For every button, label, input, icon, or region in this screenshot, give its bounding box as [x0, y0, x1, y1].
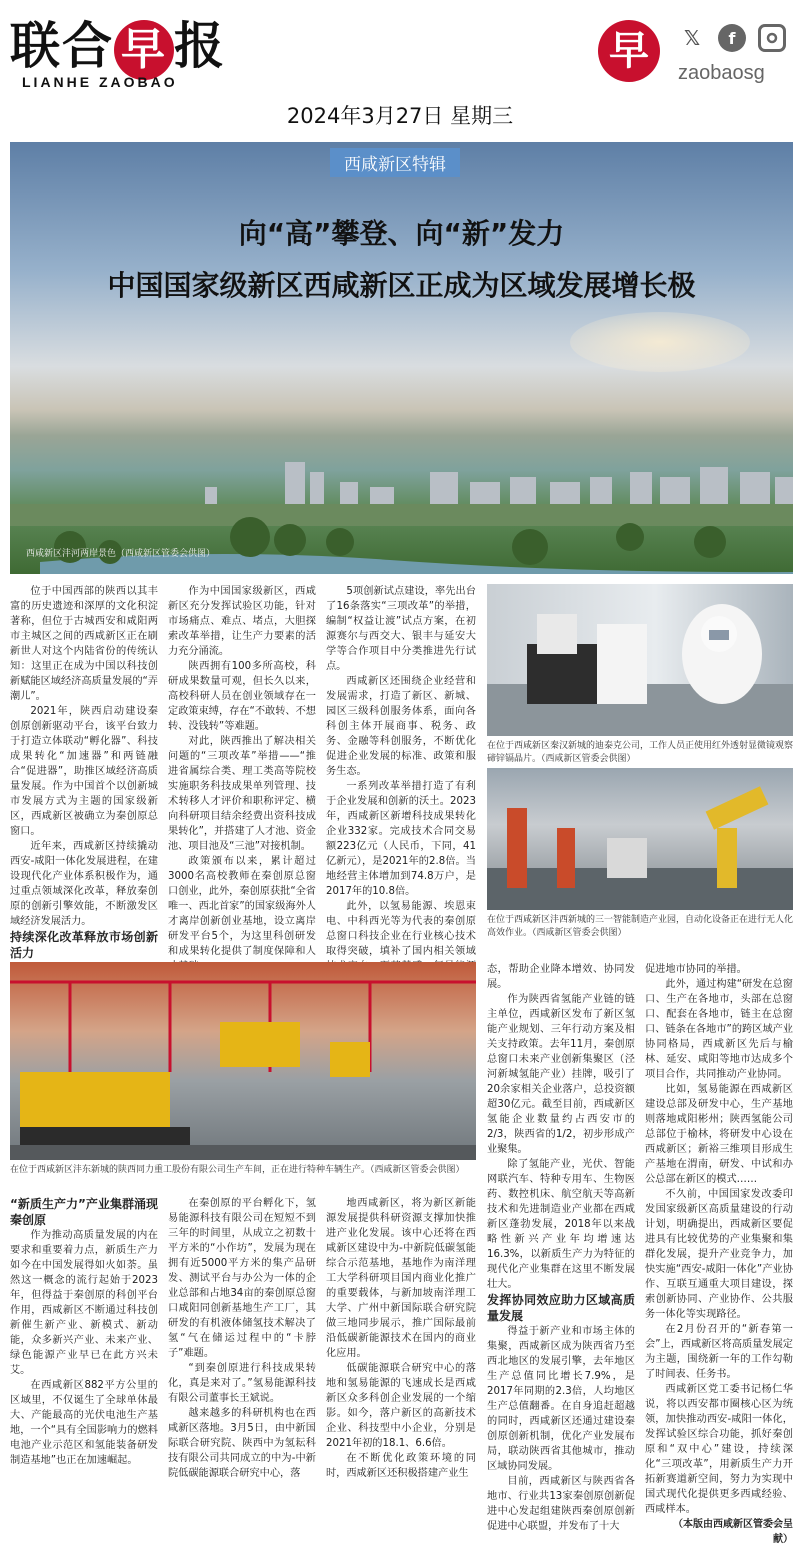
section-subheading: 持续深化改革释放市场创新活力	[10, 930, 158, 960]
paragraph: 作为陕西省氢能产业链的链主单位，西咸新区发布了新区氢能产业规划、三年行动方案及相关支持政策。去年11月，秦创原总窗口未来产业创新集聚区（泾河新城氢能产业）挂牌，吸引了20余家相关企业落户，总投资额超30亿元。截至目前，西咸新区氢能企业数量约占西安市的2/3，陕西省的1/2，初步形成产业聚集。	[487, 994, 635, 1155]
instagram-icon[interactable]	[758, 24, 786, 52]
article-column-8	[487, 962, 635, 1534]
hero-photo	[10, 142, 793, 574]
paragraph: 对此，陕西推出了解决相关问题的“三项改革”举措——“推进省属综合类、理工类高等院校实施职务科技成果单列管理、技术转移人才评价和职称评定、横向科研项目结余经费出资科技成果转化”，并搭建了人才池、资金池、项目池及“三池”对接机制。	[168, 736, 316, 852]
paragraph: 在2月份召开的“新春第一会”上，西咸新区将高质量发展定为主题，围绕新一年的工作勾勒了时间表、任务书。	[645, 1324, 793, 1380]
paragraph: 作为中国国家级新区，西咸新区充分发挥试验区功能，针对市场痛点、难点、堵点，大胆探索改革举措，让生产力要素的活力充分涌流。	[168, 586, 316, 657]
section-subheading: “新质生产力”产业集群涌现秦创原	[10, 1197, 158, 1227]
article-column-3	[326, 584, 476, 1019]
paragraph: 目前，西咸新区与陕西省各地市、行业共13家秦创原创新促进中心发起组建陕西秦创原创新促进中心联盟，并发布了十大	[487, 1476, 635, 1532]
paragraph: 此外，通过构建“研发在总窗口、生产在各地市，头部在总窗口、配套在各地市，链主在总窗口、链条在各地市”的跨区域产业协同格局，西咸新区先后与榆林、延安、咸阳等地市达成多个项目合作，共同推动产业协同。	[645, 979, 793, 1080]
paragraph: 5项创新试点建设，率先出台了16条落实“三项改革”的举措，编制“权益让渡”试点方案，在初源赛尔与西交大、银丰与延安大学等合作项目中分类推进先行试点。	[326, 586, 476, 672]
article-column-6	[168, 1196, 316, 1481]
hero-caption: 西咸新区沣河两岸景色（西咸新区管委会供图）	[26, 549, 216, 559]
lab-photo-caption: 在位于西咸新区秦汉新城的迪泰克公司，工作人员正使用红外透射显微镜观察碲锌镉晶片。（西咸新区管委会供图）	[487, 741, 794, 764]
paragraph: 西咸新区党工委书记杨仁华说，将以西安都市圈核心区为统领，加快推动西安-咸阳一体化，发挥试验区综合功能，抓好秦创原和“双中心”建设，持续深化“三项改革”，用新质生产力开拓新赛道新空间，努力为实现中国式现代化提供更多西咸经验、西咸样本。	[645, 1384, 793, 1515]
article-column-2	[168, 584, 316, 1004]
paragraph: 越来越多的科研机构也在西咸新区落地。3月5日，由中新国际联合研究院、陕西中为氢耘科技有限公司共同成立的中为-中新院低碳能源联合研究中心，落	[168, 1408, 316, 1479]
rail-photo-caption: 在位于西咸新区沣东新城的陕西同力重工股份有限公司生产车间，正在进行特种车辆生产。（西咸新区管委会供图）	[10, 1165, 465, 1175]
factory-photo-caption: 在位于西咸新区沣西新城的三一智能制造产业园，自动化设备正在进行无人化高效作业。（西咸新区管委会供图）	[487, 915, 794, 938]
paragraph: 政策颁布以来，累计超过3000名高校教师在秦创原总窗口创业，此外，秦创原获批“全省唯一、西北首家”的国家级海外人才离岸创新创业基地，设立离岸研发平台5个，为这里科创研发和成果转化提供了制度保障和人	[168, 856, 316, 957]
paragraph: “到秦创原进行科技成果转化，真是来对了。”氢易能源科技有限公司董事长王斌说。	[168, 1363, 316, 1404]
paragraph: 2021年，陕西启动建设秦创原创新驱动平台，该平台致力于打造立体联动“孵化器”、科技成果转化“加速器”和两链融合“促进器”，助推区域经济高质量发展。作为中国首个以创新城市发展方式为主题的国家级新区，西咸新区被确立为秦创原总窗口。	[10, 706, 158, 837]
paragraph: 不久前，中国国家发改委印发国家级新区高质量建设的行动计划，明确提出，西咸新区要促进具有比较优势的产业集聚和集群化发展，提升产业竞争力，加快实施“西安-咸阳一体化”产业协作、互联互通重大项目建设，探索创新协同、产业协作、公共服务一体化等实现路径。	[645, 1189, 793, 1320]
paragraph: 低碳能源联合研究中心的落地和氢易能源的飞速成长是西咸新区众多科创企业发展的一个缩影。如今，落户新区的高新技术企业、科技型中小企业，分别是2021年初的18.1、6.6倍。	[326, 1363, 476, 1449]
article-column-7	[326, 1196, 476, 1481]
factory-photo	[487, 768, 793, 910]
social-handle[interactable]: zaobaosg	[678, 62, 765, 84]
paragraph: 西咸新区还围绕企业经营和发展需求，打造了新区、新城、园区三级科创服务体系，面向各科创主体开展商事、税务、政务、金融等科创服务，不断优化促进企业发展的标准、政策和服务生态。	[326, 676, 476, 777]
paragraph: 一系列改革举措打造了有利于企业发展和创新的沃土。2023年，西咸新区新增科技成果转化企业332家。完成技术合同交易额223亿元（人民币，下同，41亿新元），是2021年的2.8倍。当地经营主体增加到74.8万户，是2017年的10.8倍。	[326, 781, 476, 897]
issue-date: 2024年3月27日 星期三	[286, 104, 514, 128]
headline-secondary: 中国国家级新区西咸新区正成为区域发展增长极	[107, 269, 696, 302]
paragraph: 此外，以氢易能源、埃恩束电、中科西光等为代表的秦创原总窗口科技企业在行业核心技术取得突破，填补了国内相关领域	[326, 901, 476, 957]
article-column-5	[10, 1196, 158, 1468]
lab-scene-illustration	[487, 584, 793, 736]
section-subheading: 发挥协同效应助力区域高质量发展	[487, 1293, 635, 1323]
headline-primary: 向“高”攀登、向“新”发力	[238, 217, 565, 250]
paragraph: 比如，氢易能源在西咸新区建设总部及研发中心，生产基地则落地咸阳彬州；陕西氢能公司总部位于榆林，将研发中心设在西咸新区；新裕三维项目形成生产基地在渭南，研发、中试和办公总部在新区的模式……	[645, 1084, 793, 1185]
paragraph: 态，帮助企业降本增效、协同发展。	[487, 964, 635, 990]
logo-left: 联合	[10, 16, 114, 75]
masthead	[0, 0, 800, 96]
paragraph: 近年来，西咸新区持续撬动西安-咸阳一体化发展进程，在建设现代化产业体系积极作为，通过重点领域深化改革，释放秦创原的创新引擎效能，不断激发区域经济发展活力。	[10, 841, 158, 927]
sponsor-byline: （本版由西咸新区管委会呈献）	[673, 1519, 793, 1545]
paragraph: 除了氢能产业，光伏、智能网联汽车、特种专用车、生物医药、数控机床、航空航天等高新技术和先进制造业产业都在西咸新区蓬勃发展，2018年以来战略性新兴产业年均增速达16.3%，以新质生产力为特征的现代化产业集群在这里不断发展壮大。	[487, 1159, 635, 1290]
social-links	[678, 24, 786, 52]
paragraph: 作为推动高质量发展的内在要求和重要着力点，新质生产力如今在中国发展得如火如荼。虽然这一概念的流行起始于2023年，但得益于秦创原的科创平台作用，西咸新区不断通过科技创新催生新产业、新模式、新动能，众多新兴产业、未来产业、绿色能源产业早已在此方兴未艾。	[10, 1230, 158, 1376]
paragraph: 得益于新产业和市场主体的集聚，西咸新区成为陕西省乃至西北地区的发展引擎，去年地区生产总值同比增长7.9%，是2017年同期的2.3倍，人均地区生产总值翻番。在自身追赶超越的同时，西咸新区还通过建设秦创原创新机制，优化产业发展布局，联动陕西省其他城市，推动区域协同发展。	[487, 1326, 635, 1472]
paragraph: 陕西拥有100多所高校，科研成果数量可观，但长久以来，高校科研人员在创业领域存在一定政策束缚，存在“不敢转、不想转、没钱转”等难题。	[168, 661, 316, 732]
paragraph: 在秦创原的平台孵化下，氢易能源科技有限公司在短短不到三年的时间里，从成立之初数十平方米的“小作坊”，发展为现在拥有近5000平方米的集产品研发、测试平台与办公为一体的企业总部和占地34亩的秦创原总窗口咸阳同创新基地生产工厂，其研发的有机液体储氢技术解决了氢“气在储运过程中的“卡脖子”难题。	[168, 1198, 316, 1359]
paragraph: 地西咸新区，将为新区新能源发展提供科研资源支撑加快推进产业化发展。该中心还将在西咸新区建设中为-中新院低碳氢能综合示范基地，基地作为南洋理工大学科研项目国内商业化推广的重要载体，与新加坡南洋理工大学、广州中新国际联合研究院做三地同步展示，推广国际最前沿低碳新能源技术在国内的商业化应用。	[326, 1198, 476, 1359]
paragraph: 在不断优化政策环境的同时，西咸新区还积极搭建产业生	[326, 1453, 476, 1479]
article-column-9	[645, 962, 793, 1547]
facebook-icon[interactable]: f	[718, 24, 746, 52]
lab-photo	[487, 584, 793, 736]
logo-zao-circle: 早	[114, 20, 174, 80]
newspaper-logo[interactable]	[10, 6, 226, 80]
special-section-tag: 西咸新区特辑	[330, 148, 460, 177]
workshop-scene-illustration	[10, 962, 476, 1160]
x-icon[interactable]: 𝕏	[683, 26, 701, 50]
skyline-illustration	[10, 142, 793, 574]
paragraph: 促进地市协同的举措。	[645, 964, 747, 975]
paragraph: 位于中国西部的陕西以其丰富的历史遗迹和深厚的文化积淀著称，但位于古城西安和咸阳两市主城区之间的西咸新区正在刷新世人对这个内陆省份的传统认知：这里正在成为中国以科技创新赋能区域经济高质量发展的“弄潮儿”。	[10, 586, 158, 702]
zaobao-badge-icon[interactable]: 早	[598, 20, 660, 82]
rail-workshop-photo	[10, 962, 476, 1160]
factory-scene-illustration	[487, 768, 793, 910]
logo-subtitle: LIANHE ZAOBAO	[22, 74, 178, 90]
paragraph: 在西咸新区882平方公里的区域里，不仅诞生了全球单体最大、产能最高的光伏电池生产基地，一个“具有全国影响力的燃料电池产业示范区和氢能装备研发制造基地”也正在加速崛起。	[10, 1380, 158, 1466]
article-column-1	[10, 584, 158, 991]
logo-right: 报	[174, 16, 226, 75]
